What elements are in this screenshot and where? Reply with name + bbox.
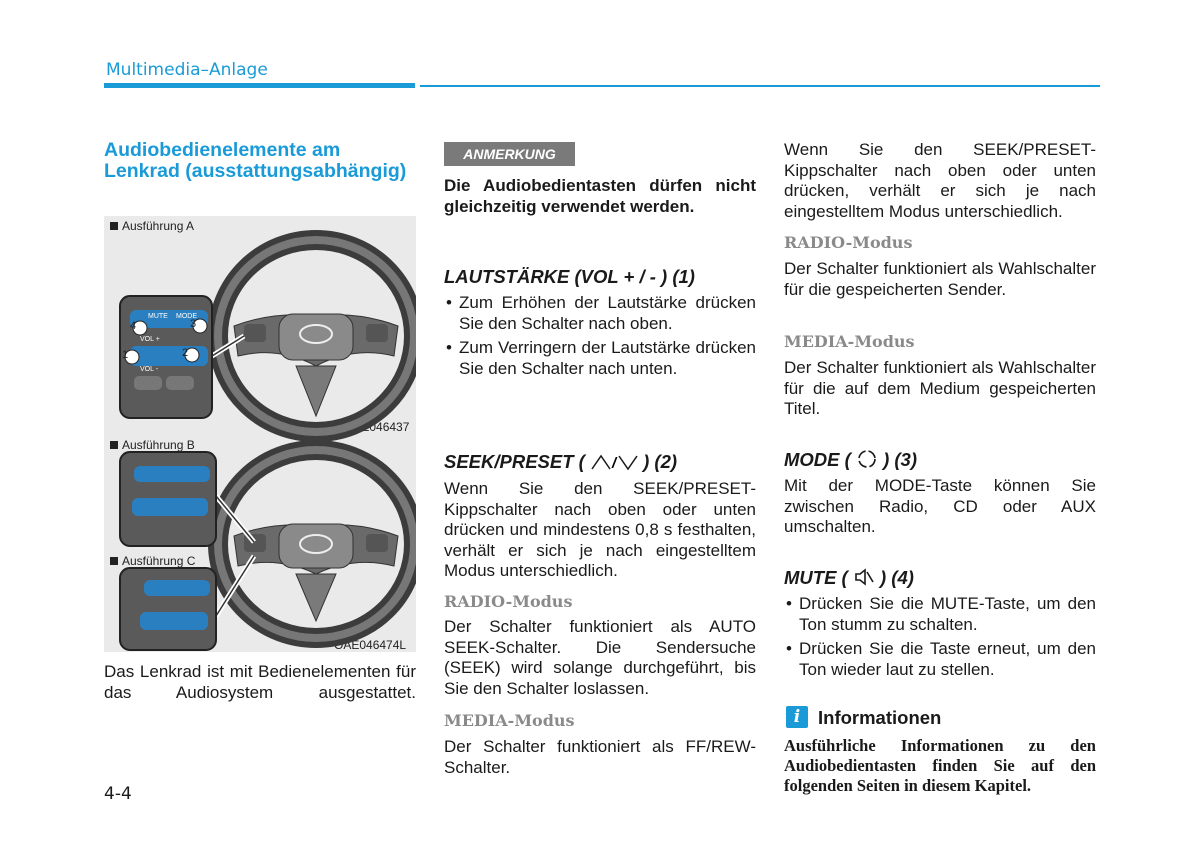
button-text-mode: MODE [176, 313, 197, 320]
seek-short-text: Wenn Sie den SEEK/PRESET-Kippschalter nach oben oder unten drücken, verhält er sich je nach eingestelltem Modus unterschiedlich. [784, 140, 1096, 221]
volume-bullets [444, 293, 756, 383]
list-item: • Zum Verringern der Lautstärke drücken Sie den Schalter nach unten. [444, 338, 756, 379]
volume-heading: LAUTSTÄRKE (VOL + / - ) (1) [444, 266, 695, 287]
section-intro: Das Lenkrad ist mit Bedienelementen für das Audiosystem ausgestattet. [104, 662, 416, 702]
mode-icon [856, 449, 878, 469]
steering-wheel-figure [104, 216, 416, 652]
list-item: • Drücken Sie die Taste erneut, um den Ton wieder laut zu stellen. [784, 639, 1096, 680]
figure-label-b: Ausführung B [110, 438, 195, 452]
button-text-mute: MUTE [148, 313, 168, 320]
seek-radio-heading: RADIO-Modus [444, 592, 573, 611]
mute-heading: MUTE ( ) (4) [784, 567, 914, 588]
section-heading: Audiobedienelemente am Lenkrad (ausstattungsabhängig) [104, 139, 407, 182]
steering-wheel-illustration [104, 216, 416, 652]
page-number: 4-4 [104, 784, 132, 804]
figure-code-2: OAE046474L [334, 638, 407, 652]
note-badge: ANMERKUNG [444, 142, 575, 166]
note-text: Die Audiobedientasten dürfen nicht gleichzeitig verwendet werden. [444, 176, 756, 216]
figure-label-a: Ausführung A [110, 219, 194, 233]
header-rule-thin [420, 85, 1100, 87]
col3-media-text: Der Schalter funktioniert als Wahlschalter für die auf dem Medium gespeicherten Titel. [784, 358, 1096, 418]
chapter-title: Multimedia–Anlage [106, 60, 268, 80]
button-text-vol-up: VOL + [140, 336, 160, 343]
seek-media-heading: MEDIA-Modus [444, 711, 575, 730]
marker-2-a: 2 [182, 347, 189, 359]
steering-wheel-a [218, 240, 414, 432]
info-text: Ausführliche Informationen zu den Audiobedientasten finden Sie auf den folgenden Seiten in diesem Kapitel. [784, 736, 1096, 795]
col3-radio-text: Der Schalter funktioniert als Wahlschalter für die gespeicherten Sender. [784, 259, 1096, 299]
mute-icon [853, 567, 875, 587]
info-title: Informationen [818, 707, 942, 728]
col3-radio-heading: RADIO-Modus [784, 233, 913, 252]
header-rule-thick [104, 83, 415, 88]
button-text-vol-down: VOL - [140, 366, 159, 373]
mode-heading: MODE ( ) (3) [784, 449, 918, 470]
seek-media-text: Der Schalter funktioniert als FF/REW-Schalter. [444, 737, 756, 777]
mute-bullets [784, 594, 1096, 684]
col3-media-heading: MEDIA-Modus [784, 332, 915, 351]
marker-3-a: 3 [190, 318, 197, 330]
steering-wheel-b [218, 450, 414, 638]
list-item: • Zum Erhöhen der Lautstärke drücken Sie den Schalter nach oben. [444, 293, 756, 334]
mode-text: Mit der MODE-Taste können Sie zwischen Radio, CD oder AUX umschalten. [784, 476, 1096, 536]
svg-text:/: / [611, 455, 617, 471]
info-icon: i [786, 706, 808, 728]
seek-radio-text: Der Schalter funktioniert als AUTO SEEK-Schalter. Die Sendersuche (SEEK) wird solange durchgeführt, bis Sie den Schalter loslassen. [444, 617, 756, 698]
figure-label-c: Ausführung C [110, 554, 195, 568]
figure-code-1: OAE046437 [344, 420, 410, 434]
list-item: • Drücken Sie die MUTE-Taste, um den Ton stumm zu schalten. [784, 594, 1096, 635]
marker-1-a: 1 [122, 349, 129, 361]
marker-4-a: 4 [130, 320, 137, 332]
seek-heading: SEEK/PRESET ( / ) (2) [444, 451, 678, 472]
seek-text: Wenn Sie den SEEK/PRESET-Kippschalter nach oben oder unten drücken und mindestens 0,8 s festhalten, verhält er sich je nach eingestelltem Modus unterschiedlich. [444, 479, 756, 580]
seek-up-down-icon [590, 453, 638, 471]
